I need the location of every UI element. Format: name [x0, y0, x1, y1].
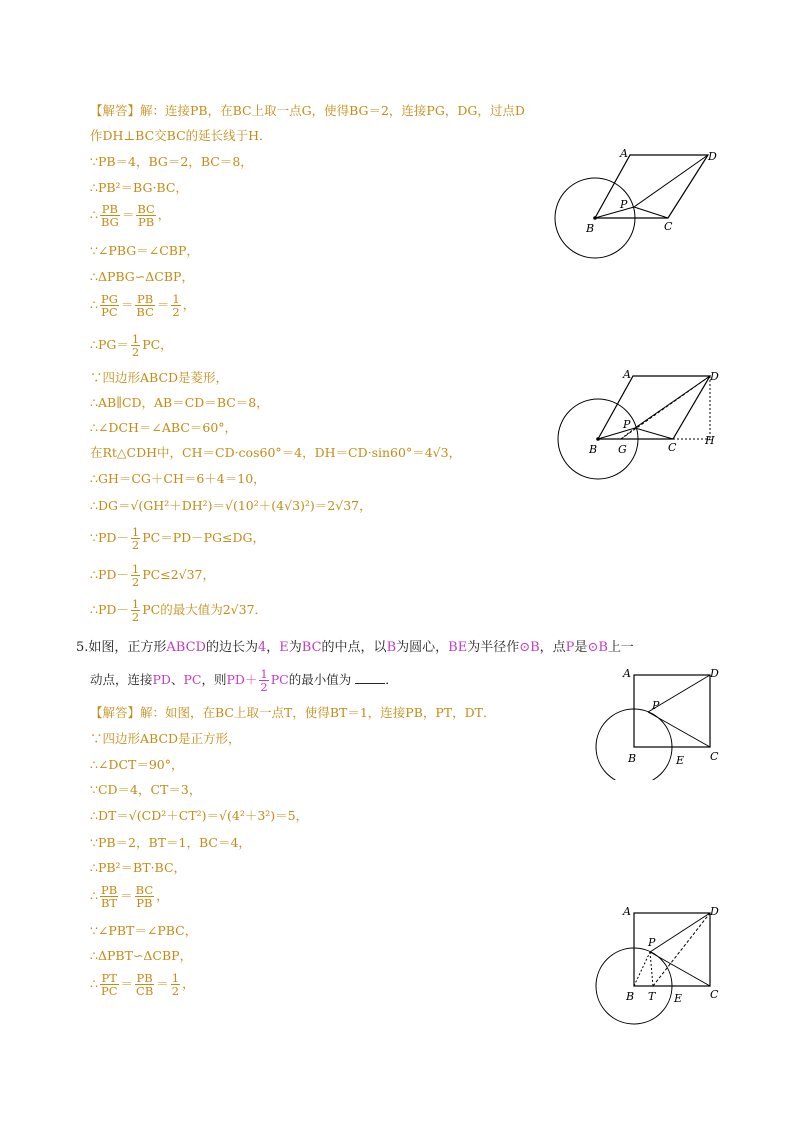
text: ∴	[90, 207, 98, 222]
fraction	[100, 972, 119, 997]
text: 的最小值为	[288, 672, 352, 687]
math: BE	[448, 640, 468, 655]
label-a: A	[623, 368, 631, 381]
label-c: C	[710, 988, 719, 1001]
text: PC＝PD－PG≤DG，	[142, 530, 266, 545]
figure-rhombus-2	[555, 362, 735, 486]
fraction	[135, 293, 154, 318]
segment-td	[653, 913, 710, 986]
label-p: P	[648, 936, 656, 949]
denominator: 2	[131, 575, 140, 589]
label-g: G	[618, 443, 627, 456]
answer-blank[interactable]	[355, 671, 385, 684]
sol5-line-1: 【解答】解：如图，在BC上取一点T，使得BT＝1，连接PB，PT，DT．	[90, 705, 496, 720]
fraction	[171, 972, 180, 997]
text: 为圆心，	[396, 640, 449, 655]
sol5-line-10: ∴ΔPBT∽ΔCBP，	[90, 948, 193, 963]
numerator: 1	[131, 597, 140, 611]
sol4-line-4: ∴PB²＝BG·BC，	[90, 180, 188, 195]
math: PD	[152, 672, 171, 687]
numerator: PB	[101, 202, 118, 216]
text: PC，	[142, 337, 173, 352]
segment-pd	[650, 913, 710, 952]
q5-line-2	[90, 668, 398, 693]
sol4-line-6: ∵∠PBG＝∠CBP，	[90, 243, 199, 258]
fraction	[100, 293, 119, 318]
figure-square-2	[588, 898, 728, 1028]
denominator: BT	[100, 896, 118, 910]
q5-line-1	[76, 640, 634, 656]
sol4-line-15: ∴DG＝√(GH²＋DH²)＝√(10²＋(4√3)²)＝2√37，	[90, 498, 372, 513]
text: ＝	[120, 888, 133, 903]
label-b: B	[626, 990, 635, 1003]
fraction	[131, 563, 140, 588]
math: ⊙B	[587, 640, 608, 655]
sol5-line-4: ∵CD＝4，CT＝3，	[90, 782, 202, 797]
fraction	[136, 203, 155, 228]
center-dot	[596, 437, 600, 441]
label-e: E	[674, 992, 683, 1005]
denominator: 2	[260, 680, 268, 694]
text: ∴PD－	[90, 567, 129, 582]
label-d: D	[710, 905, 719, 918]
text: 上一	[607, 640, 634, 655]
label-d: D	[710, 667, 719, 680]
text: ，	[156, 888, 169, 903]
label-p: P	[620, 198, 628, 211]
sol4-line-3: ∵PB＝4，BG＝2，BC＝8，	[90, 154, 253, 169]
numerator: 1	[172, 292, 180, 306]
denominator: 2	[131, 610, 140, 624]
text: 动点，连接	[90, 672, 153, 687]
fraction	[100, 203, 120, 228]
text: ＝	[156, 297, 170, 312]
text: ，	[266, 640, 280, 655]
sol4-line-5	[90, 203, 170, 228]
fraction	[131, 598, 140, 623]
denominator: BC	[136, 305, 154, 319]
sol4-line-1: 【解答】解：连接PB，在BC上取一点G，使得BG＝2，连接PG，DG，过点D	[90, 103, 525, 118]
text: ＝	[120, 976, 134, 991]
text: PC的最大值为2√37．	[142, 602, 268, 617]
numerator: PB	[100, 883, 118, 897]
segment-pc	[650, 952, 710, 986]
sol5-line-8	[90, 884, 169, 909]
math: PC	[183, 672, 202, 687]
text: ，	[157, 207, 171, 222]
text: ∵PD－	[90, 530, 129, 545]
fraction	[131, 526, 140, 551]
text: 为	[288, 640, 302, 655]
label-d: D	[710, 370, 719, 383]
sol5-line-3: ∴∠DCT＝90°，	[90, 757, 184, 772]
sol4-line-12: ∴∠DCH＝∠ABC＝60°，	[90, 420, 238, 435]
sol4-line-17	[90, 563, 215, 588]
segment-pd	[634, 155, 708, 207]
text: PC≤2√37，	[142, 567, 215, 582]
denominator: 2	[171, 984, 180, 998]
text: ∴PD－	[90, 602, 129, 617]
numerator: 1	[131, 525, 140, 539]
text: ，	[182, 976, 195, 991]
denominator: PC	[101, 305, 118, 319]
sol4-line-11: ∴AB∥CD，AB＝CD＝BC＝8，	[90, 395, 269, 410]
text: ＝	[121, 207, 135, 222]
fraction	[259, 668, 268, 693]
rhombus-outline	[595, 155, 708, 218]
denominator: 2	[131, 345, 140, 359]
sol5-line-9: ∵∠PBT＝∠PBC，	[90, 923, 198, 938]
figure-rhombus-1	[550, 140, 730, 260]
text: ．	[385, 672, 398, 687]
math: B	[386, 640, 397, 655]
label-b: B	[589, 443, 598, 456]
sol4-line-10: ∵四边形ABCD是菱形，	[90, 370, 229, 385]
label-c: C	[668, 441, 677, 454]
label-d: D	[708, 150, 717, 163]
label-a: A	[620, 147, 628, 160]
label-e: E	[676, 754, 685, 767]
denominator: CB	[136, 984, 154, 998]
center-dot	[593, 216, 597, 220]
sol4-line-8	[90, 293, 195, 318]
numerator: PG	[100, 292, 118, 306]
text: ∴	[90, 297, 98, 312]
sol5-line-2: ∵四边形ABCD是正方形，	[90, 731, 241, 746]
sol5-line-7: ∴PB²＝BT·BC，	[90, 860, 187, 875]
fraction	[131, 333, 140, 358]
label-h: H	[705, 434, 715, 447]
segment-pc	[634, 207, 668, 218]
text: ∴	[90, 888, 98, 903]
denominator: 2	[172, 305, 180, 319]
label-c: C	[710, 750, 719, 763]
label-c: C	[664, 220, 673, 233]
denominator: PB	[136, 896, 153, 910]
math: ⊙B	[519, 640, 540, 655]
text: 、	[170, 672, 184, 687]
label-p: P	[652, 699, 660, 712]
segment-pc	[648, 712, 710, 747]
sol4-line-7: ∴ΔPBG∽ΔCBP，	[90, 269, 194, 284]
sol4-line-18	[90, 598, 267, 623]
fraction	[135, 972, 154, 997]
sol4-line-2: 作DH⊥BC交BC的延长线于H．	[90, 128, 272, 143]
denominator: BG	[100, 215, 119, 229]
numerator: 1	[131, 562, 140, 576]
segment-pt	[650, 952, 653, 986]
numerator: PT	[101, 971, 117, 985]
math: PD＋	[226, 672, 258, 687]
segment-bp	[634, 952, 650, 986]
text: 的边长为	[205, 640, 258, 655]
numerator: BC	[135, 883, 154, 897]
sol4-line-14: ∴GH＝CG＋CH＝6＋4＝10，	[90, 471, 266, 486]
text: ∴PG＝	[90, 337, 129, 352]
label-a: A	[623, 667, 631, 680]
sol4-line-9	[90, 333, 173, 358]
denominator: PC	[100, 984, 118, 998]
label-a: A	[623, 905, 631, 918]
label-p: P	[623, 418, 631, 431]
text: 的中点，以	[321, 640, 387, 655]
numerator: BC	[137, 202, 155, 216]
segment-pd	[635, 376, 710, 428]
numerator: 1	[260, 667, 268, 681]
text: ＝	[156, 976, 169, 991]
text: ，点	[539, 640, 566, 655]
math: E	[279, 640, 289, 655]
sol5-line-11	[90, 972, 195, 997]
label-b: B	[628, 752, 637, 765]
sol4-line-13: 在Rt△CDH中，CH＝CD·cos60°＝4，DH＝CD·sin60°＝4√3，	[90, 445, 462, 460]
sol5-line-5: ∴DT＝√(CD²＋CT²)＝√(4²＋3²)＝5，	[90, 808, 309, 823]
math: BC	[301, 640, 322, 655]
label-b: B	[586, 222, 595, 235]
label-t: T	[648, 990, 656, 1003]
text: ＝	[120, 297, 134, 312]
numerator: PB	[136, 971, 153, 985]
denominator: 2	[131, 538, 140, 552]
text: ，	[182, 297, 196, 312]
math: 4	[257, 640, 267, 655]
fraction	[100, 884, 118, 909]
numerator: PB	[137, 292, 154, 306]
text: 为半径作	[467, 640, 520, 655]
text: 是	[574, 640, 588, 655]
sol5-line-6: ∵PB＝2，BT＝1，BC＝4，	[90, 835, 251, 850]
denominator: PB	[137, 215, 155, 229]
fraction	[135, 884, 154, 909]
numerator: 1	[131, 332, 140, 346]
text: ，则	[201, 672, 227, 687]
text: ∴	[90, 976, 98, 991]
sol4-line-16	[90, 526, 265, 551]
figure-square-1	[590, 660, 730, 780]
text: 5.如图，正方形	[76, 640, 167, 655]
math: PC	[270, 672, 289, 687]
math: P	[565, 640, 575, 655]
rhombus-outline	[598, 376, 710, 439]
segment-pc	[635, 428, 673, 439]
math: ABCD	[166, 640, 206, 655]
numerator: 1	[171, 971, 180, 985]
fraction	[171, 293, 180, 318]
